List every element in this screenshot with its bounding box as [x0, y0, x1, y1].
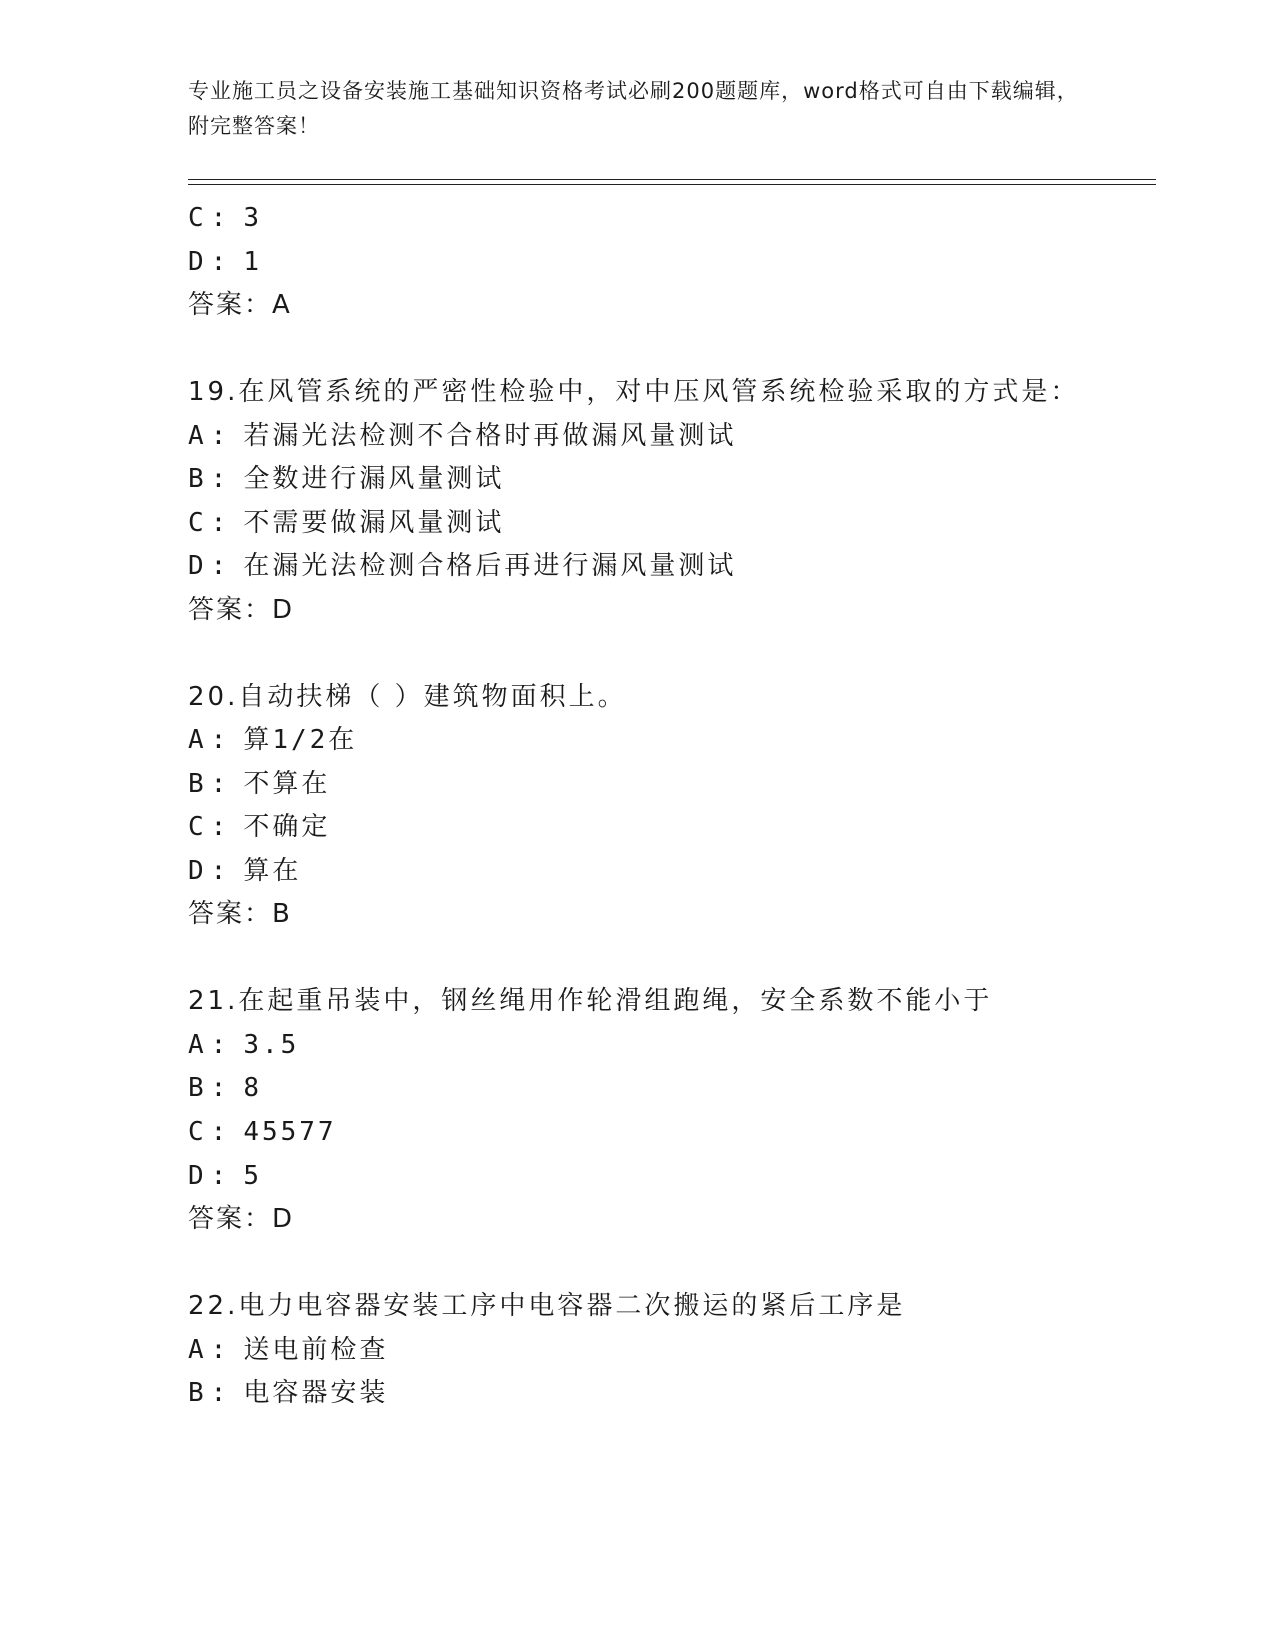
answer-line: 答案：D — [188, 1204, 295, 1234]
option-separator: : — [210, 856, 230, 886]
option-line — [188, 546, 736, 586]
option-line — [188, 1330, 388, 1370]
option-text: 若漏光法检测不合格时再做漏风量测试 — [243, 421, 737, 451]
document-header — [188, 74, 1088, 144]
option-separator: : — [210, 1335, 230, 1365]
answer-line: 答案：B — [188, 899, 292, 929]
option-separator: : — [210, 725, 230, 755]
option-separator: : — [210, 464, 230, 494]
option-text: 送电前检查 — [243, 1335, 389, 1365]
option-line — [188, 1068, 262, 1108]
option-letter: D — [188, 1161, 207, 1191]
option-line — [188, 1025, 299, 1065]
option-letter: C — [188, 1117, 207, 1147]
option-text: 不需要做漏风量测试 — [243, 508, 505, 538]
option-separator: : — [210, 203, 230, 233]
option-line — [188, 807, 330, 847]
question-stem: 19.在风管系统的严密性检验中，对中压风管系统检验采取的方式是： — [188, 377, 1080, 407]
option-line — [188, 1112, 337, 1152]
option-text: 全数进行漏风量测试 — [243, 464, 505, 494]
option-line — [188, 851, 301, 891]
option-letter: C — [188, 508, 207, 538]
option-line — [188, 1156, 262, 1196]
option-line — [188, 416, 736, 456]
answer-line: 答案：D — [188, 595, 295, 625]
option-text: 3.5 — [243, 1030, 300, 1060]
option-separator: : — [210, 508, 230, 538]
header-divider-bottom — [188, 184, 1156, 185]
question-stem: 20.自动扶梯（ ）建筑物面积上。 — [188, 682, 627, 712]
option-letter: C — [188, 203, 207, 233]
answer-line: 答案：A — [188, 290, 292, 320]
option-letter: D — [188, 856, 207, 886]
option-text: 不确定 — [243, 812, 331, 842]
option-text: 3 — [243, 203, 262, 233]
option-separator: : — [210, 1117, 230, 1147]
option-line — [188, 764, 330, 804]
option-separator: : — [210, 1030, 230, 1060]
question-stem: 22.电力电容器安装工序中电容器二次搬运的紧后工序是 — [188, 1291, 906, 1321]
option-letter: D — [188, 551, 207, 581]
option-text: 算在 — [243, 856, 302, 886]
option-line — [188, 459, 504, 499]
option-separator: : — [210, 812, 230, 842]
option-letter: B — [188, 1073, 207, 1103]
option-line — [188, 720, 357, 760]
option-letter: B — [188, 464, 207, 494]
option-text: 5 — [243, 1161, 262, 1191]
option-letter: D — [188, 247, 207, 277]
option-letter: A — [188, 1030, 207, 1060]
option-text: 不算在 — [243, 769, 331, 799]
option-line — [188, 198, 262, 238]
option-text: 在漏光法检测合格后再进行漏风量测试 — [243, 551, 737, 581]
option-text: 算1/2在 — [243, 725, 358, 755]
option-separator: : — [210, 1073, 230, 1103]
document-title: 专业施工员之设备安装施工基础知识资格考试必刷200题题库，word格式可自由下载编辑，附完整答案！ — [188, 79, 1079, 138]
option-letter: A — [188, 725, 207, 755]
option-letter: C — [188, 812, 207, 842]
option-separator: : — [210, 247, 230, 277]
option-text: 1 — [243, 247, 262, 277]
option-letter: B — [188, 769, 207, 799]
option-letter: A — [188, 421, 207, 451]
option-text: 电容器安装 — [243, 1378, 389, 1408]
option-letter: A — [188, 1335, 207, 1365]
header-divider-top — [188, 179, 1156, 180]
option-letter: B — [188, 1378, 207, 1408]
option-line — [188, 1373, 388, 1413]
option-line — [188, 242, 262, 282]
option-text: 8 — [243, 1073, 262, 1103]
option-separator: : — [210, 421, 230, 451]
option-separator: : — [210, 551, 230, 581]
option-separator: : — [210, 769, 230, 799]
option-separator: : — [210, 1161, 230, 1191]
option-separator: : — [210, 1378, 230, 1408]
option-line — [188, 503, 504, 543]
question-stem: 21.在起重吊装中，钢丝绳用作轮滑组跑绳，安全系数不能小于 — [188, 986, 993, 1016]
option-text: 45577 — [243, 1117, 337, 1147]
